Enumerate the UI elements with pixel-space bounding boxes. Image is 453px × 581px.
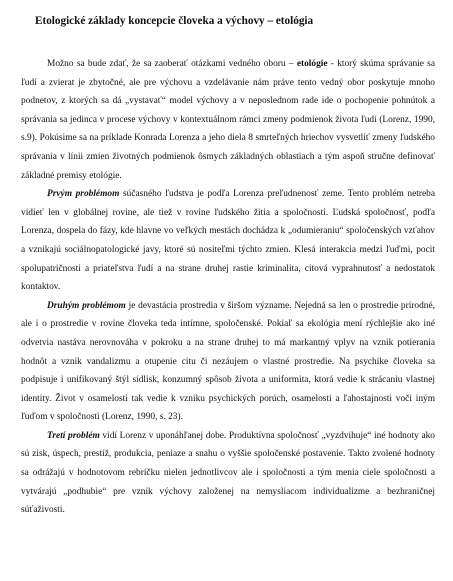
paragraph-lead: Možno sa bude zdať, že sa zaoberať otázkami vedného oboru – xyxy=(47,59,297,69)
paragraph-text: vidí Lorenz v uponáhľanej dobe. Produktívna spoločnosť „vyzdvihuje“ iné hodnoty ako sú zisk, úspech, prestíž, produkcia, peniaze a snahu o vyššie spoločenské postavenie. Takto zvolené hodnoty sa odrážajú v hodnotovom rebríčku nielen jednotlivcov ale i spoločnosti a tým menia ciele spoločnosti a vytvárajú „podhubie“ pre vznik výchovy založenej na nemysliacom individualizme a bezhraničnej súťaživosti. xyxy=(21,430,435,516)
paragraph-third-problem xyxy=(21,427,435,520)
paragraph-second-problem xyxy=(21,297,435,427)
document-title: Etologické základy koncepcie človeka a výchovy – etológia xyxy=(35,15,314,27)
paragraph-text: - ktorý skúma správanie sa ľudí a zvierat je zbytočné, ale pre výchovu a vzdelávanie nám práve tento vedný obor poskytuje mnoho podnetov, z ktorých sa dá „vystavať“ model výchovy a v neposlednom rade ide o pochopenie pohnútok a správania sa jedinca v procese výchovy v kontextuálnom rámci zmeny podmienok života ľudí (Lorenz, 1990, s.9). Pokúsime sa na príklade Konrada Lorenza a jeho diela 8 smrteľných hriechov vysvetliť zmeny ľudského správania v línii zmien životných podmienok ôsmych základných oblastiach a tým aspoň stručne definovať základné premisy etológie. xyxy=(21,59,435,181)
document-body xyxy=(21,55,435,520)
paragraph-intro xyxy=(21,55,435,185)
term-first-problem: Prvým problémom xyxy=(47,189,120,200)
term-third-problem: Tretí problém xyxy=(47,430,100,441)
paragraph-text: súčasného ľudstva je podľa Lorenza preľudnenosť zeme. Tento problém netreba vidieť len v globálnej rovine, ale tiež v rovine ľudského žitia a spoločnosti. Ľudská spoločnosť, podľa Lorenza, dospela do fázy, kde hlavne vo veľkých mestách dochádza k „odumieraniu“ spoločenských vzťahov a vznikajú sociálnopatologické javy, ktoré sú nositeľmi týchto zmien. Klesá interakcia medzi ľuďmi, pocit spolupatričnosti a priateľstva ľudí a na strane druhej rastie kriminalita, citová vyprahnutosť a nedostatok kontaktov. xyxy=(21,189,435,293)
paragraph-text: je devastácia prostredia v širšom význame. Nejedná sa len o prostredie prírodné, ale i o prostredie v rovine človeka teda intímne, spoločenské. Pokiaľ sa ekológia mení rýchlejšie ako iné odvetvia nastáva nerovnováha v pokroku a na strane druhej to má markantný vplyv na vznik potierania hodnôt a vznik vandalizmu a otupenie citu či nezáujem o vlastné prostredie. Na psychike človeka sa podpisuje i unifikovaný štýl sídlisk, konzumný spôsob života a uniformita, ktorá vedie k strácaniu vlastnej identity. Život v osamelosti tak vedie k vzniku psychických porúch, osamelosti a ľahostajnosti voči iným ľuďom v spoločnosti (Lorenz, 1990, s. 23). xyxy=(21,300,435,423)
term-second-problem: Druhým problémom xyxy=(47,300,126,311)
term-etologia: etológie xyxy=(296,59,328,69)
paragraph-first-problem xyxy=(21,185,435,297)
